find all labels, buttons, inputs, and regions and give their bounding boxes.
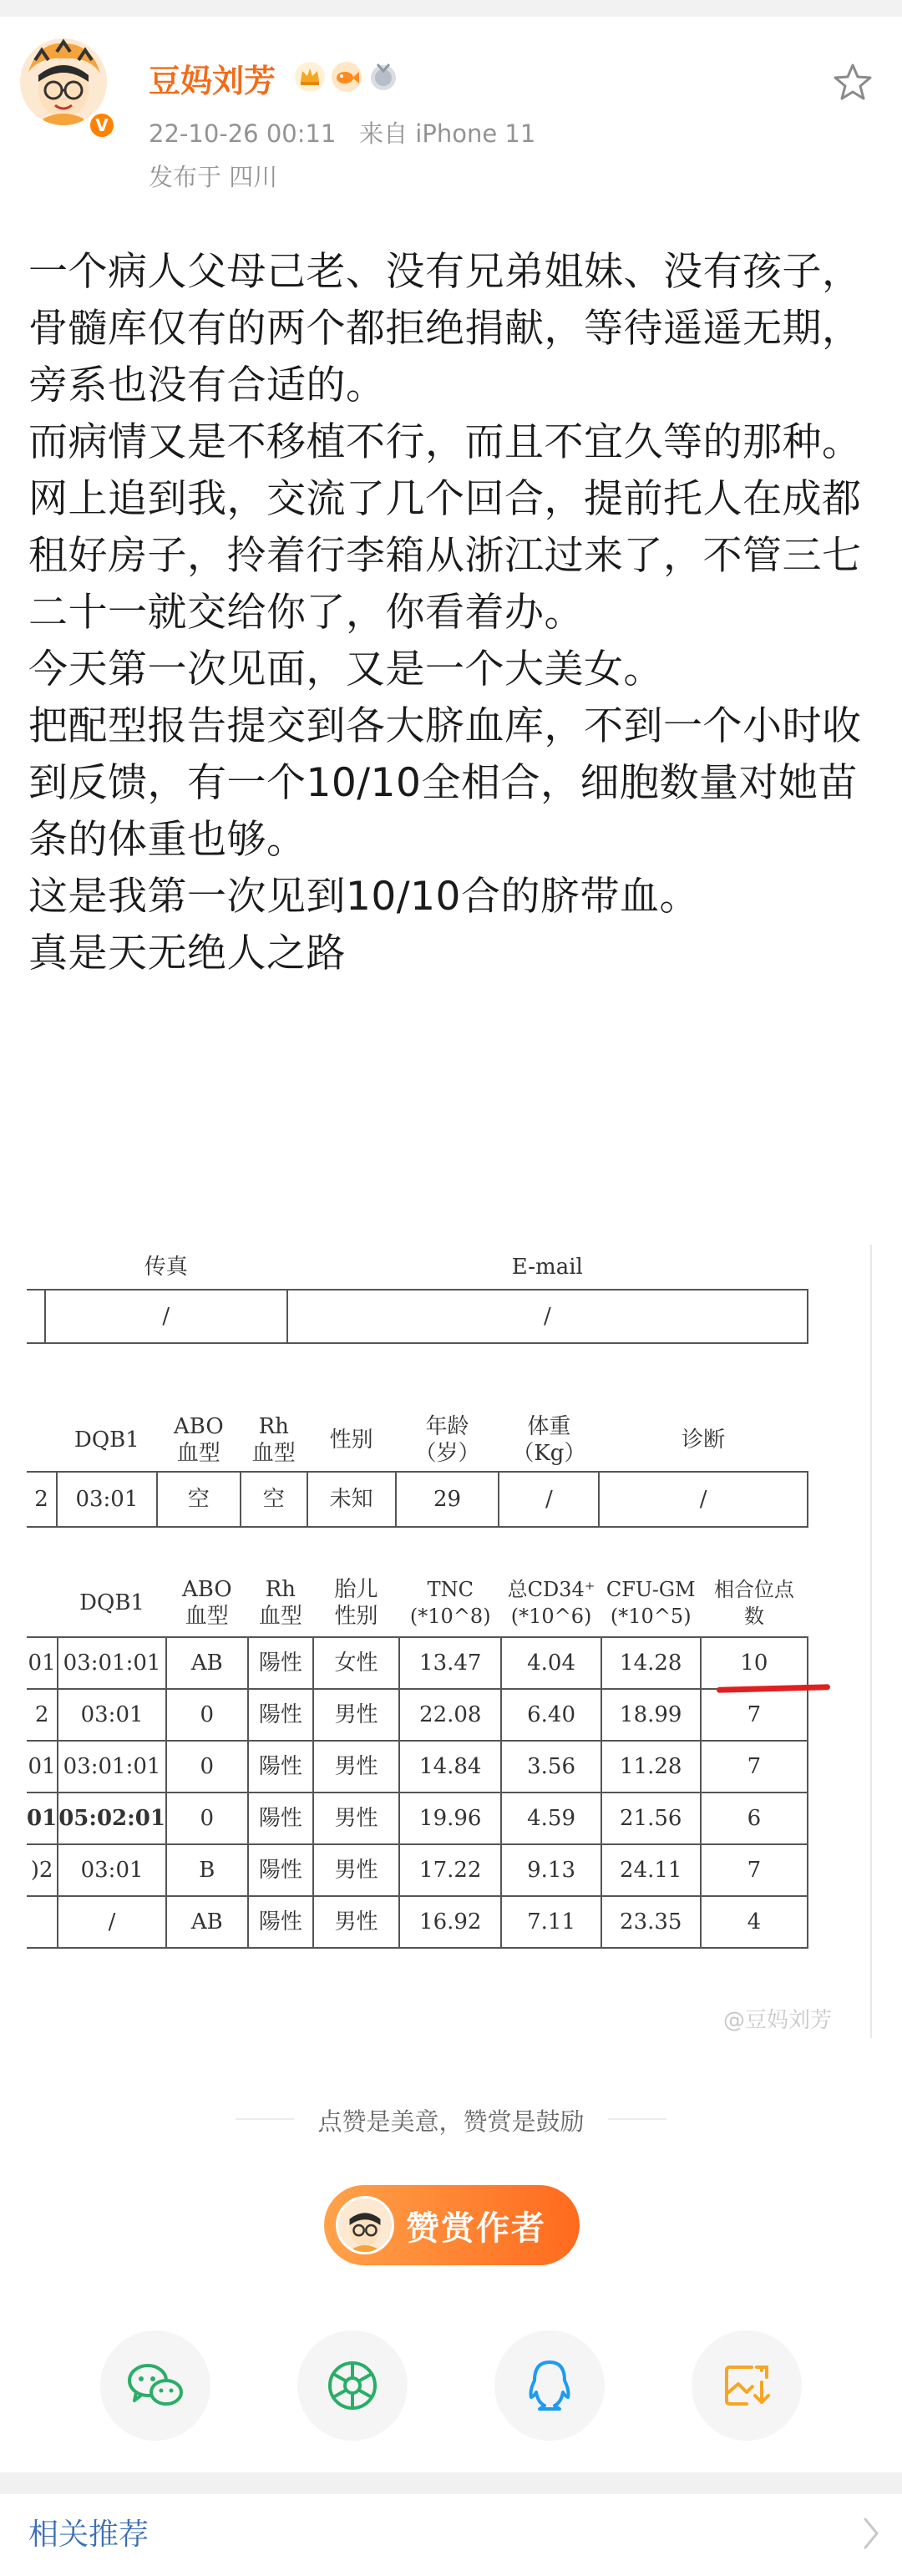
table-cell: AB: [166, 1637, 248, 1689]
table-row: [27, 1689, 808, 1741]
table-header: 胎儿 性别: [334, 1576, 378, 1629]
table-cell: 16.92: [399, 1896, 501, 1948]
table-cell: 23.35: [601, 1896, 701, 1948]
table-row: [27, 1844, 808, 1896]
table-cell: 陽性: [248, 1689, 313, 1741]
image-edge: [870, 1245, 872, 2038]
table-cell: )2: [27, 1844, 58, 1896]
table-cell: B: [166, 1844, 248, 1896]
table-row: [27, 1637, 808, 1689]
table-header: 年龄 （岁）: [414, 1413, 480, 1466]
post-location: 发布于 四川: [149, 163, 278, 191]
table-header: 体重 （Kg）: [512, 1413, 586, 1466]
table-cell: 0: [166, 1793, 248, 1844]
user-badges: [294, 58, 399, 95]
table-cell: 男性: [313, 1741, 399, 1793]
wechat-icon: [126, 2360, 185, 2411]
section-divider: [0, 2472, 902, 2494]
table-cell: 03:01: [57, 1472, 157, 1527]
avatar-illustration-icon: [338, 2198, 392, 2252]
table-header: 诊断: [682, 1427, 726, 1453]
cord-blood-table: [27, 1569, 808, 1949]
table-cell: /: [287, 1290, 808, 1343]
timestamp: 22-10-26 00:11: [149, 119, 337, 148]
table-cell: 男性: [313, 1793, 399, 1844]
table-cell: 11.28: [601, 1741, 701, 1793]
table-cell: 陽性: [248, 1637, 313, 1689]
chevron-right-icon[interactable]: [860, 2514, 882, 2553]
reward-button-label: 赞赏作者: [406, 2208, 546, 2248]
table-cell: 19.96: [399, 1793, 501, 1844]
post-paragraph: 真是天无绝人之路: [28, 931, 346, 976]
table-header: 传真: [144, 1254, 188, 1280]
table-cell: 4.04: [501, 1637, 600, 1689]
table-cell: 7.11: [501, 1896, 600, 1948]
table-cell: 14.84: [399, 1741, 501, 1793]
table-cell: 17.22: [399, 1844, 501, 1896]
top-strip: [0, 0, 902, 17]
table-cell: 空: [157, 1472, 241, 1527]
contact-table: [27, 1245, 808, 1344]
table-cell: 18.99: [601, 1689, 701, 1741]
verified-badge: V: [87, 110, 117, 140]
medal-badge-icon[interactable]: [367, 61, 399, 93]
table-cell: 01: [27, 1637, 58, 1689]
save-image-button[interactable]: [692, 2330, 802, 2441]
table-header: DQB1: [74, 1427, 139, 1453]
table-header: Rh 血型: [251, 1413, 296, 1466]
post-paragraph: 网上追到我，交流了几个回合，提前托人在成都租好房子，拎着行李箱从浙江过来了，不管三七二十一就交给你了，你看着办。: [28, 476, 862, 636]
table-cell: 7: [701, 1689, 808, 1741]
table-cell: 3.56: [501, 1741, 600, 1793]
table-cell: 13.47: [399, 1637, 501, 1689]
post-paragraph: 这是我第一次见到10/10合的脐带血。: [28, 874, 699, 920]
post-paragraph: 而病情又是不移植不行，而且不宜久等的那种。: [28, 419, 862, 465]
table-cell: 03:01: [58, 1844, 166, 1896]
table-header: Rh 血型: [258, 1576, 302, 1629]
table-header: CFU-GM (*10^5): [606, 1577, 696, 1628]
table-header: ABO 血型: [173, 1413, 224, 1466]
table-header: ABO 血型: [181, 1576, 232, 1629]
post-body: [28, 244, 880, 982]
reward-avatar: [336, 2196, 394, 2254]
table-cell: 24.11: [601, 1844, 701, 1896]
table-cell: 14.28: [601, 1637, 701, 1689]
reward-author-button[interactable]: [324, 2185, 580, 2265]
table-cell: 女性: [313, 1637, 399, 1689]
table-row: [27, 1741, 808, 1793]
table-header: TNC (*10^8): [409, 1577, 491, 1628]
table-cell: 03:01: [58, 1689, 166, 1741]
table-cell: /: [58, 1896, 166, 1948]
share-wechat-button[interactable]: [100, 2330, 210, 2441]
table-cell: /: [499, 1472, 599, 1527]
fish-badge-icon[interactable]: [331, 61, 362, 93]
related-recommendations[interactable]: 相关推荐: [28, 2518, 149, 2552]
crown-badge-icon[interactable]: [294, 61, 326, 93]
post-paragraph: 把配型报告提交到各大脐血库，不到一个小时收到反馈，有一个10/10全相合，细胞数量对她苗条的体重也够。: [28, 703, 862, 863]
qq-icon: [526, 2359, 573, 2412]
table-header: DQB1: [79, 1590, 144, 1615]
table-cell: 7: [701, 1741, 808, 1793]
username[interactable]: 豆妈刘芳: [149, 63, 276, 99]
post-meta-time: [149, 115, 535, 150]
table-cell: 陽性: [248, 1741, 313, 1793]
table-cell: 21.56: [601, 1793, 701, 1844]
table-header: 相合位点 数: [713, 1577, 794, 1628]
table-cell: 29: [396, 1472, 499, 1527]
table-cell: 空: [241, 1472, 307, 1527]
table-cell: 2: [27, 1472, 57, 1527]
table-cell: 男性: [313, 1844, 399, 1896]
table-cell: 0: [166, 1741, 248, 1793]
table-cell: AB: [166, 1896, 248, 1948]
table-cell: 7: [701, 1844, 808, 1896]
post-paragraph: 一个病人父母己老、没有兄弟姐妹、没有孩子，骨髓库仅有的两个都拒绝捐献，等待遥遥无期，旁系也没有合适的。: [28, 249, 862, 408]
table-cell: 陽性: [248, 1896, 313, 1948]
table-cell: 03:01:01: [58, 1741, 166, 1793]
save-image-icon: [722, 2360, 772, 2411]
patient-table: [27, 1408, 808, 1528]
table-cell: 陽性: [248, 1844, 313, 1896]
table-cell: 6.40: [501, 1689, 600, 1741]
table-cell: /: [45, 1290, 287, 1343]
report-image[interactable]: [27, 1245, 875, 2038]
post-source: 来自 iPhone 11: [359, 119, 536, 148]
table-cell: 未知: [307, 1472, 396, 1527]
moments-icon: [327, 2360, 378, 2411]
share-qq-button[interactable]: [494, 2330, 605, 2441]
star-follow-icon[interactable]: [832, 62, 874, 104]
table-cell: 4.59: [501, 1793, 600, 1844]
table-cell: 4: [701, 1896, 808, 1948]
image-watermark: @豆妈刘芳: [723, 2008, 833, 2033]
table-header: 性别: [329, 1427, 373, 1453]
table-cell: 01: [27, 1741, 58, 1793]
table-row: [27, 1896, 808, 1948]
table-cell: 22.08: [399, 1689, 501, 1741]
table-cell: 01: [27, 1793, 58, 1844]
table-cell: 10: [701, 1637, 808, 1689]
table-cell: 陽性: [248, 1793, 313, 1844]
table-cell: 6: [701, 1793, 808, 1844]
table-row: [27, 1793, 808, 1844]
table-cell: 男性: [313, 1896, 399, 1948]
table-cell: [27, 1896, 58, 1948]
reward-tip: 点赞是美意，赞赏是鼓励: [317, 2107, 585, 2136]
share-moments-button[interactable]: [297, 2330, 408, 2441]
table-cell: /: [599, 1472, 808, 1527]
table-cell: 9.13: [501, 1844, 600, 1896]
table-cell: 0: [166, 1689, 248, 1741]
table-header: E-mail: [511, 1254, 583, 1280]
table-cell: 03:01:01: [58, 1637, 166, 1689]
table-header: 总CD34⁺ (*10^6): [507, 1577, 595, 1628]
table-cell: 05:02:01: [58, 1793, 166, 1844]
post-paragraph: 今天第一次见面，又是一个大美女。: [28, 647, 663, 692]
table-cell: 2: [27, 1689, 58, 1741]
table-cell: 男性: [313, 1689, 399, 1741]
